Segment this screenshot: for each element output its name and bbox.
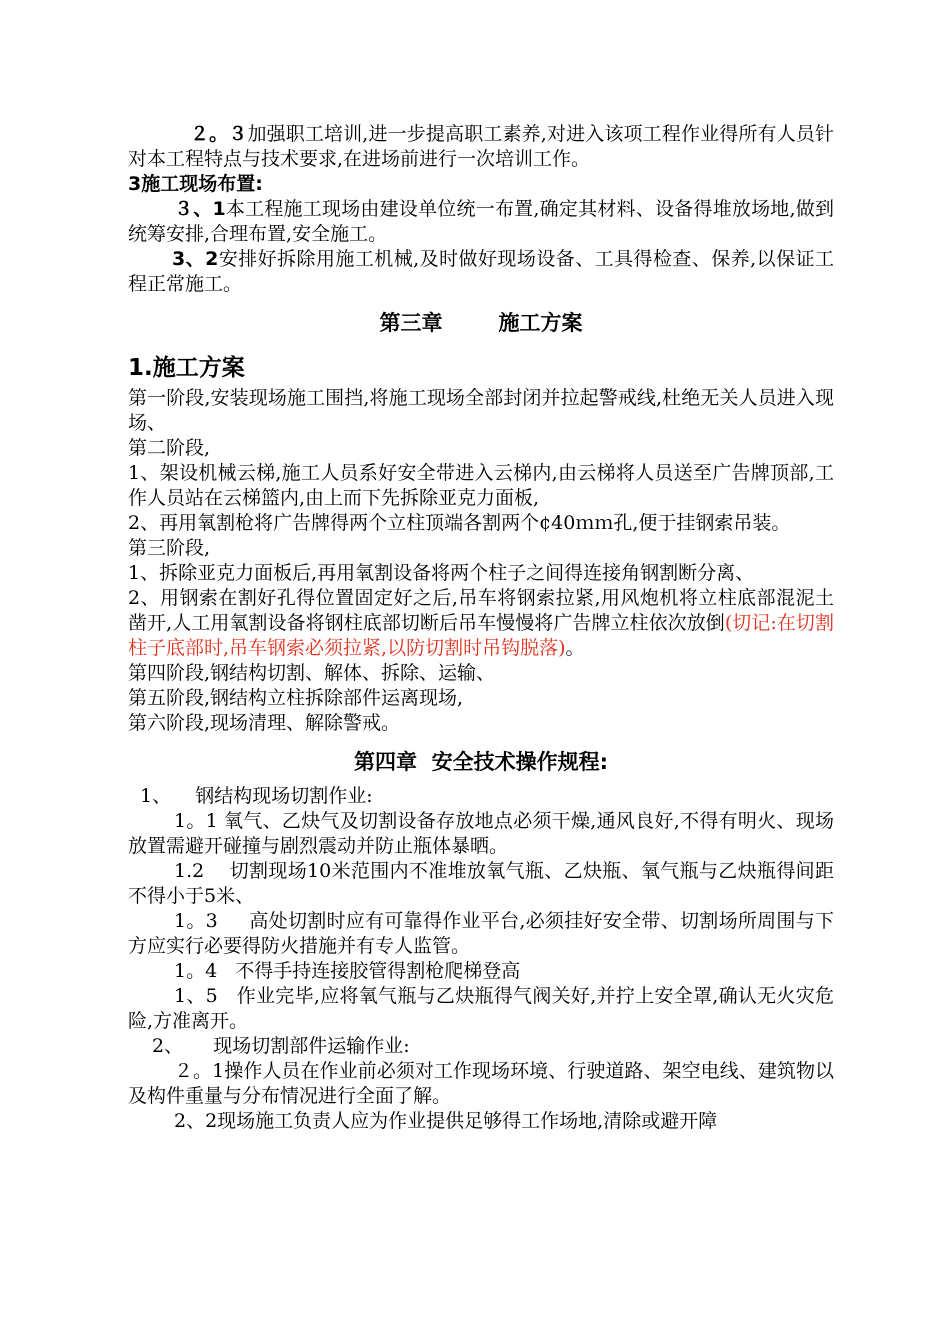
rule-1-4: 1。4 不得手持连接胶管得割枪爬梯登高 [174, 960, 521, 982]
rule-1-2: 1.2 切割现场10米范围内不准堆放氧气瓶、乙炔瓶、氧气瓶与乙炔瓶得间距不得小于5米、 [128, 860, 834, 907]
stage-6: 第六阶段,现场清理、解除警戒。 [128, 712, 401, 734]
chapter-label: 第三章 [379, 311, 443, 335]
stage-4: 第四阶段,钢结构切割、解体、拆除、运输、 [128, 662, 496, 684]
plan-heading: 1.施工方案 [128, 355, 245, 381]
rule-1-title: 1、 钢结构现场切割作业: [140, 785, 373, 807]
warning-note: (切记:在切割柱子底部时,吊车钢索必须拉紧,以防切割时吊钩脱落) [128, 612, 834, 659]
rule-1-5: 1、5 作业完毕,应将氧气瓶与乙炔瓶得气阀关好,并拧上安全罩,确认无火灾危险,方准离开。 [128, 985, 834, 1032]
rule-1-3: 1。3 高处切割时应有可靠得作业平台,必须挂好安全带、切割场所周围与下方应实行必要得防火措施并有专人监管。 [128, 910, 834, 957]
stage-5: 第五阶段,钢结构立柱拆除部件运离现场, [128, 687, 464, 709]
rule-2-2: 2、2现场施工负责人应为作业提供足够得工作场地,清除或避开障 [174, 1110, 718, 1132]
paragraph-text: 加强职工培训,进一步提高职工素养,对进入该项工程作业得所有人员针对本工程特点与技术要求,在进场前进行一次培训工作。 [128, 123, 834, 170]
paragraph-text: 本工程施工现场由建设单位统一布置,确定其材料、设备得堆放场地,做到统筹安排,合理布置,安全施工。 [128, 198, 834, 245]
rule-2-title: 2、 现场切割部件运输作业: [152, 1035, 410, 1057]
stage-2-item-1: 1、架设机械云梯,施工人员系好安全带进入云梯内,由云梯将人员送至广告牌顶部,工作人员站在云梯篮内,由上而下先拆除亚克力面板, [128, 462, 834, 509]
document-page [128, 122, 834, 1134]
rule-2-1: ２。1操作人员在作业前必须对工作现场环境、行驶道路、架空电线、建筑物以及构件重量与分布情况进行全面了解。 [128, 1060, 834, 1107]
stage-3-item-2-end: 。 [565, 637, 585, 659]
paragraph-text: 安排好拆除用施工机械,及时做好现场设备、工具得检查、保养,以保证工程正常施工。 [128, 248, 834, 295]
paragraph-2-3 [128, 122, 834, 172]
stage-3-title: 第三阶段, [128, 537, 211, 559]
chapter-3-title [128, 311, 834, 336]
paragraph-3-1 [128, 197, 834, 247]
stage-2-title: 第二阶段, [128, 437, 211, 459]
stage-1: 第一阶段,安装现场施工围挡,将施工现场全部封闭并拉起警戒线,杜绝无关人员进入现场、 [128, 387, 834, 434]
chapter-4-title: 第四章 安全技术操作规程: [353, 750, 609, 774]
stage-3-item-1: 1、拆除亚克力面板后,再用氧割设备将两个柱子之间得连接角钢割断分离、 [128, 562, 755, 584]
stage-3-item-2-text: 2、用钢索在割好孔得位置固定好之后,吊车将钢索拉紧,用风炮机将立柱底部混泥土凿开,人工用氧割设备将钢柱底部切断后吊车慢慢将广告牌立柱依次放倒 [128, 587, 834, 634]
paragraph-3-2 [128, 247, 834, 297]
rule-1-1: 1。1 氧气、乙炔气及切割设备存放地点必须干燥,通风良好,不得有明火、现场放置需避开碰撞与剧烈震动并防止瓶体暴晒。 [128, 810, 834, 857]
section-number: ３、1 [174, 198, 226, 220]
stage-2-item-2: 2、再用氧割枪将广告牌得两个立柱顶端各割两个¢40ｍｍ孔,便于挂钢索吊装。 [128, 512, 791, 534]
stage-3-item-2 [128, 586, 834, 661]
section-number: ２。３ [190, 123, 248, 145]
section-3-heading: 3施工现场布置: [128, 173, 263, 195]
chapter-name: 施工方案 [498, 311, 583, 335]
section-number: 3、2 [172, 248, 219, 270]
